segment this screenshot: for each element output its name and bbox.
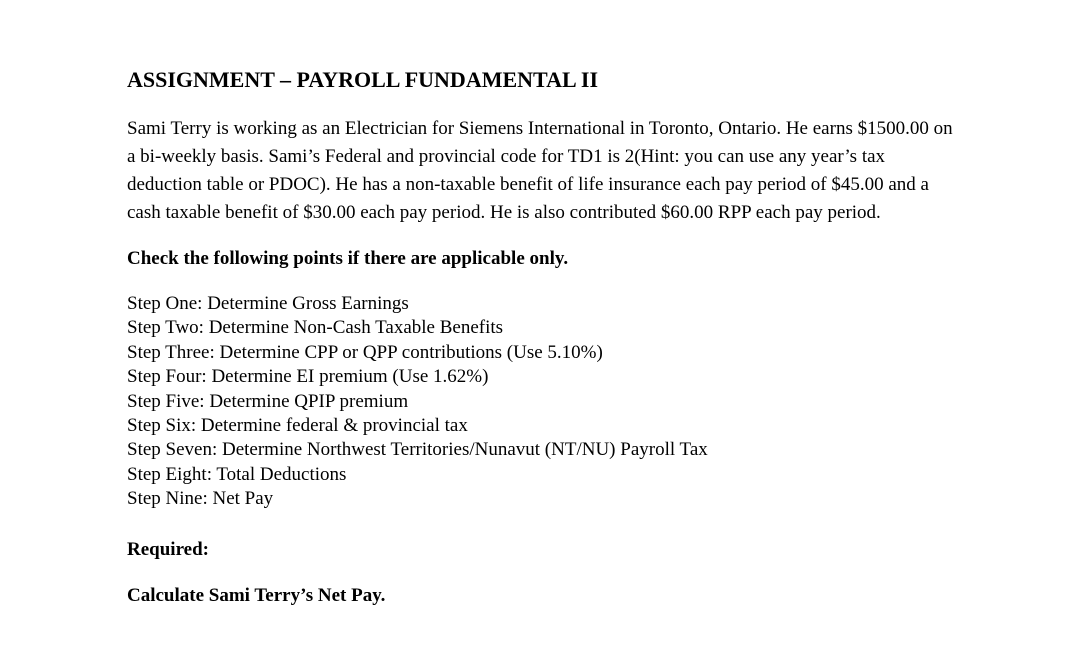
step-item: Step Seven: Determine Northwest Territories/Nunavut (NT/NU) Payroll Tax bbox=[127, 439, 708, 461]
calculate-instruction: Calculate Sami Terry’s Net Pay. bbox=[127, 584, 386, 606]
step-item: Step Six: Determine federal & provincial tax bbox=[127, 415, 468, 437]
required-label: Required: bbox=[127, 538, 209, 560]
check-heading: Check the following points if there are applicable only. bbox=[127, 248, 569, 269]
step-item: Step One: Determine Gross Earnings bbox=[127, 293, 409, 314]
step-item: Step Eight: Total Deductions bbox=[127, 463, 347, 485]
step-item: Step Four: Determine EI premium (Use 1.62%) bbox=[127, 366, 489, 388]
scenario-paragraph: Sami Terry is working as an Electrician for Siemens International in Toronto, Ontario. He earns $1500.00 on a bi-weekly basis. Sami’s Federal and provincial code for TD1 is 2(Hint: you can use any year’s tax deduction table or PDOC). He has a non-taxable benefit of life insurance each pay period of $45.00 and a cash taxable benefit of $30.00 each pay period. He is also contributed $60.00 RPP each pay period. bbox=[127, 118, 953, 223]
step-item: Step Nine: Net Pay bbox=[127, 488, 274, 510]
step-item: Step Three: Determine CPP or QPP contributions (Use 5.10%) bbox=[127, 341, 603, 363]
assignment-title: ASSIGNMENT – PAYROLL FUNDAMENTAL II bbox=[127, 67, 599, 92]
step-item: Step Two: Determine Non-Cash Taxable Benefits bbox=[127, 317, 504, 339]
step-item: Step Five: Determine QPIP premium bbox=[127, 390, 409, 412]
document-page bbox=[127, 64, 967, 608]
steps-list bbox=[127, 292, 967, 512]
